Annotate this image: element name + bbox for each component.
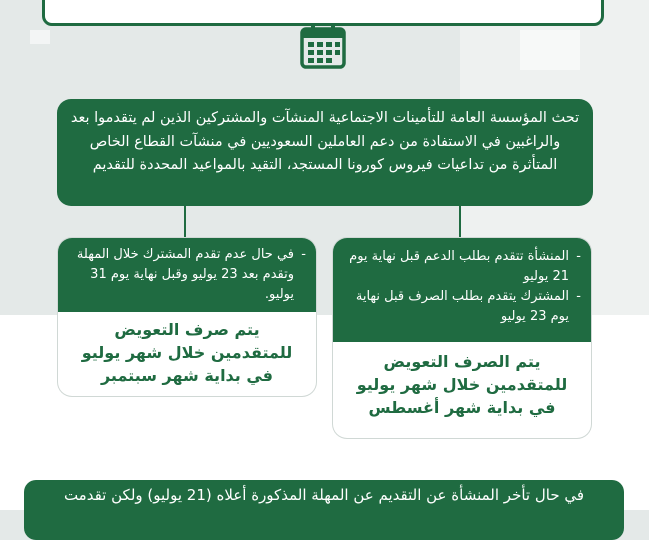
card-right-result: يتم الصرف التعويض للمتقدمين خلال شهر يوليو في بداية شهر أغسطس [356, 352, 568, 417]
connector-left [184, 206, 186, 238]
card-right-conditions [333, 238, 591, 342]
intro-text: تحث المؤسسة العامة للتأمينات الاجتماعية المنشآت والمشتركين الذين لم يتقدموا بعد والراغبين في الاستفادة من دعم العاملين السعوديين في منشآت القطاع الخاص المتأثرة من تداعيات فيروس كورونا المستجد، التقيد بالمواعيد المحددة للتقديم [70, 110, 580, 173]
card-left-conditions [58, 238, 316, 312]
intro-box [57, 99, 593, 206]
card-left [58, 238, 316, 396]
footer-text: في حال تأخر المنشأة عن التقديم عن المهلة المذكورة أعلاه (21 يوليو) ولكن تقدمت [63, 486, 585, 504]
card-left-result: يتم صرف التعويض للمتقدمين خلال شهر يوليو في بداية شهر سبتمبر [81, 320, 293, 385]
decor-square [520, 30, 580, 70]
card-right [333, 238, 591, 438]
list-item: - المشترك يتقدم بطلب الصرف قبل نهاية يوم 23 يوليو [337, 287, 581, 327]
list-item: - في حال عدم تقدم المشترك خلال المهلة وتقدم بعد 23 يوليو وقبل نهاية يوم 31 يوليو. [62, 245, 306, 305]
connector-right [459, 206, 461, 238]
footer-box [24, 480, 624, 540]
decor-square [30, 30, 50, 44]
list-item: - المنشأة تتقدم بطلب الدعم قبل نهاية يوم 21 يوليو [337, 247, 581, 287]
calendar-icon [300, 22, 346, 70]
